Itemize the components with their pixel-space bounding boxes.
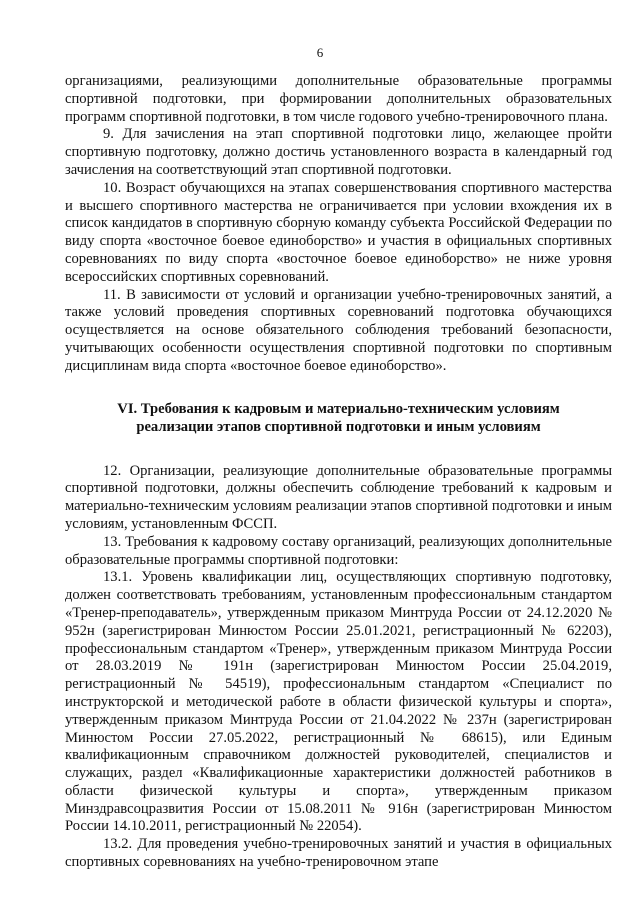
paragraph-continuation: организациями, реализующими дополнительные образовательные программы спортивной подготовки, при формировании дополнительных образовательных программ спортивной подготовки, в том числе годового учебно-тренировочного плана. <box>65 73 612 125</box>
section-heading-line-1: VI. Требования к кадровым и материально-техническим условиям <box>117 400 560 417</box>
paragraph-9: 9. Для зачисления на этап спортивной подготовки лицо, желающее пройти спортивную подготовку, должно достичь установленного возраста в календарный год зачисления на соответствующий этап спортивной подготовки. <box>65 126 612 178</box>
document-body <box>65 73 612 872</box>
page-number: 6 <box>316 45 324 60</box>
paragraph-13: 13. Требования к кадровому составу организаций, реализующих дополнительные образовательные программы спортивной подготовки: <box>65 533 612 568</box>
paragraph-11: 11. В зависимости от условий и организации учебно-тренировочных занятий, а также условий проведения спортивных соревнований подготовка обучающихся осуществляется на основе обязательного соблюдения требований безопасности, учитывающих особенности осуществления спортивной подготовки по спортивным дисциплинам вида спорта «восточное боевое единоборство». <box>65 286 612 374</box>
paragraph-13-2: 13.2. Для проведения учебно-тренировочных занятий и участия в официальных спортивных соревнованиях на учебно-тренировочном этапе <box>65 836 612 871</box>
section-heading <box>65 400 612 437</box>
paragraph-10: 10. Возраст обучающихся на этапах совершенствования спортивного мастерства и высшего спортивного мастерства не ограничивается при условии вхождения их в список кандидатов в спортивную сборную команду субъекта Российской Федерации по виду спорта «восточное боевое единоборство» и участия в официальных спортивных соревнованиях по виду спорта «восточное боевое единоборство» не ниже уровня всероссийских спортивных соревнований. <box>65 179 612 285</box>
paragraph-12: 12. Организации, реализующие дополнительные образовательные программы спортивной подготовки, должны обеспечить соблюдение требований к кадровым и материально-техническим условиям реализации этапов спортивной подготовки и иным условиям, установленным ФССП. <box>65 462 612 532</box>
section-heading-line-2: реализации этапов спортивной подготовки и иным условиям <box>136 419 541 436</box>
paragraph-13-1: 13.1. Уровень квалификации лиц, осуществляющих спортивную подготовку, должен соответствовать требованиям, установленным профессиональным стандартом «Тренер-преподаватель», утвержденным приказом Минтруда России от 24.12.2020 № 952н (зарегистрирован Минюстом России 25.01.2021, регистрационный № 62203), профессиональным стандартом «Тренер», утвержденным приказом Минтруда России от 28.03.2019 № 191н (зарегистрирован Минюстом России 25.04.2019, регистрационный № 54519), профессиональным стандартом «Специалист по инструкторской и методической работе в области физической культуры и спорта», утвержденным приказом Минтруда России от 21.04.2022 № 237н (зарегистрирован Минюстом России 27.05.2022, регистрационный № 68615), или Единым квалификационным справочником должностей руководителей, специалистов и служащих, раздел «Квалификационные характеристики должностей работников в области физической культуры и спорта», утвержденным приказом Минздравсоцразвития России от 15.08.2011 № 916н (зарегистрирован Минюстом России 14.10.2011, регистрационный № 22054). <box>65 569 612 835</box>
